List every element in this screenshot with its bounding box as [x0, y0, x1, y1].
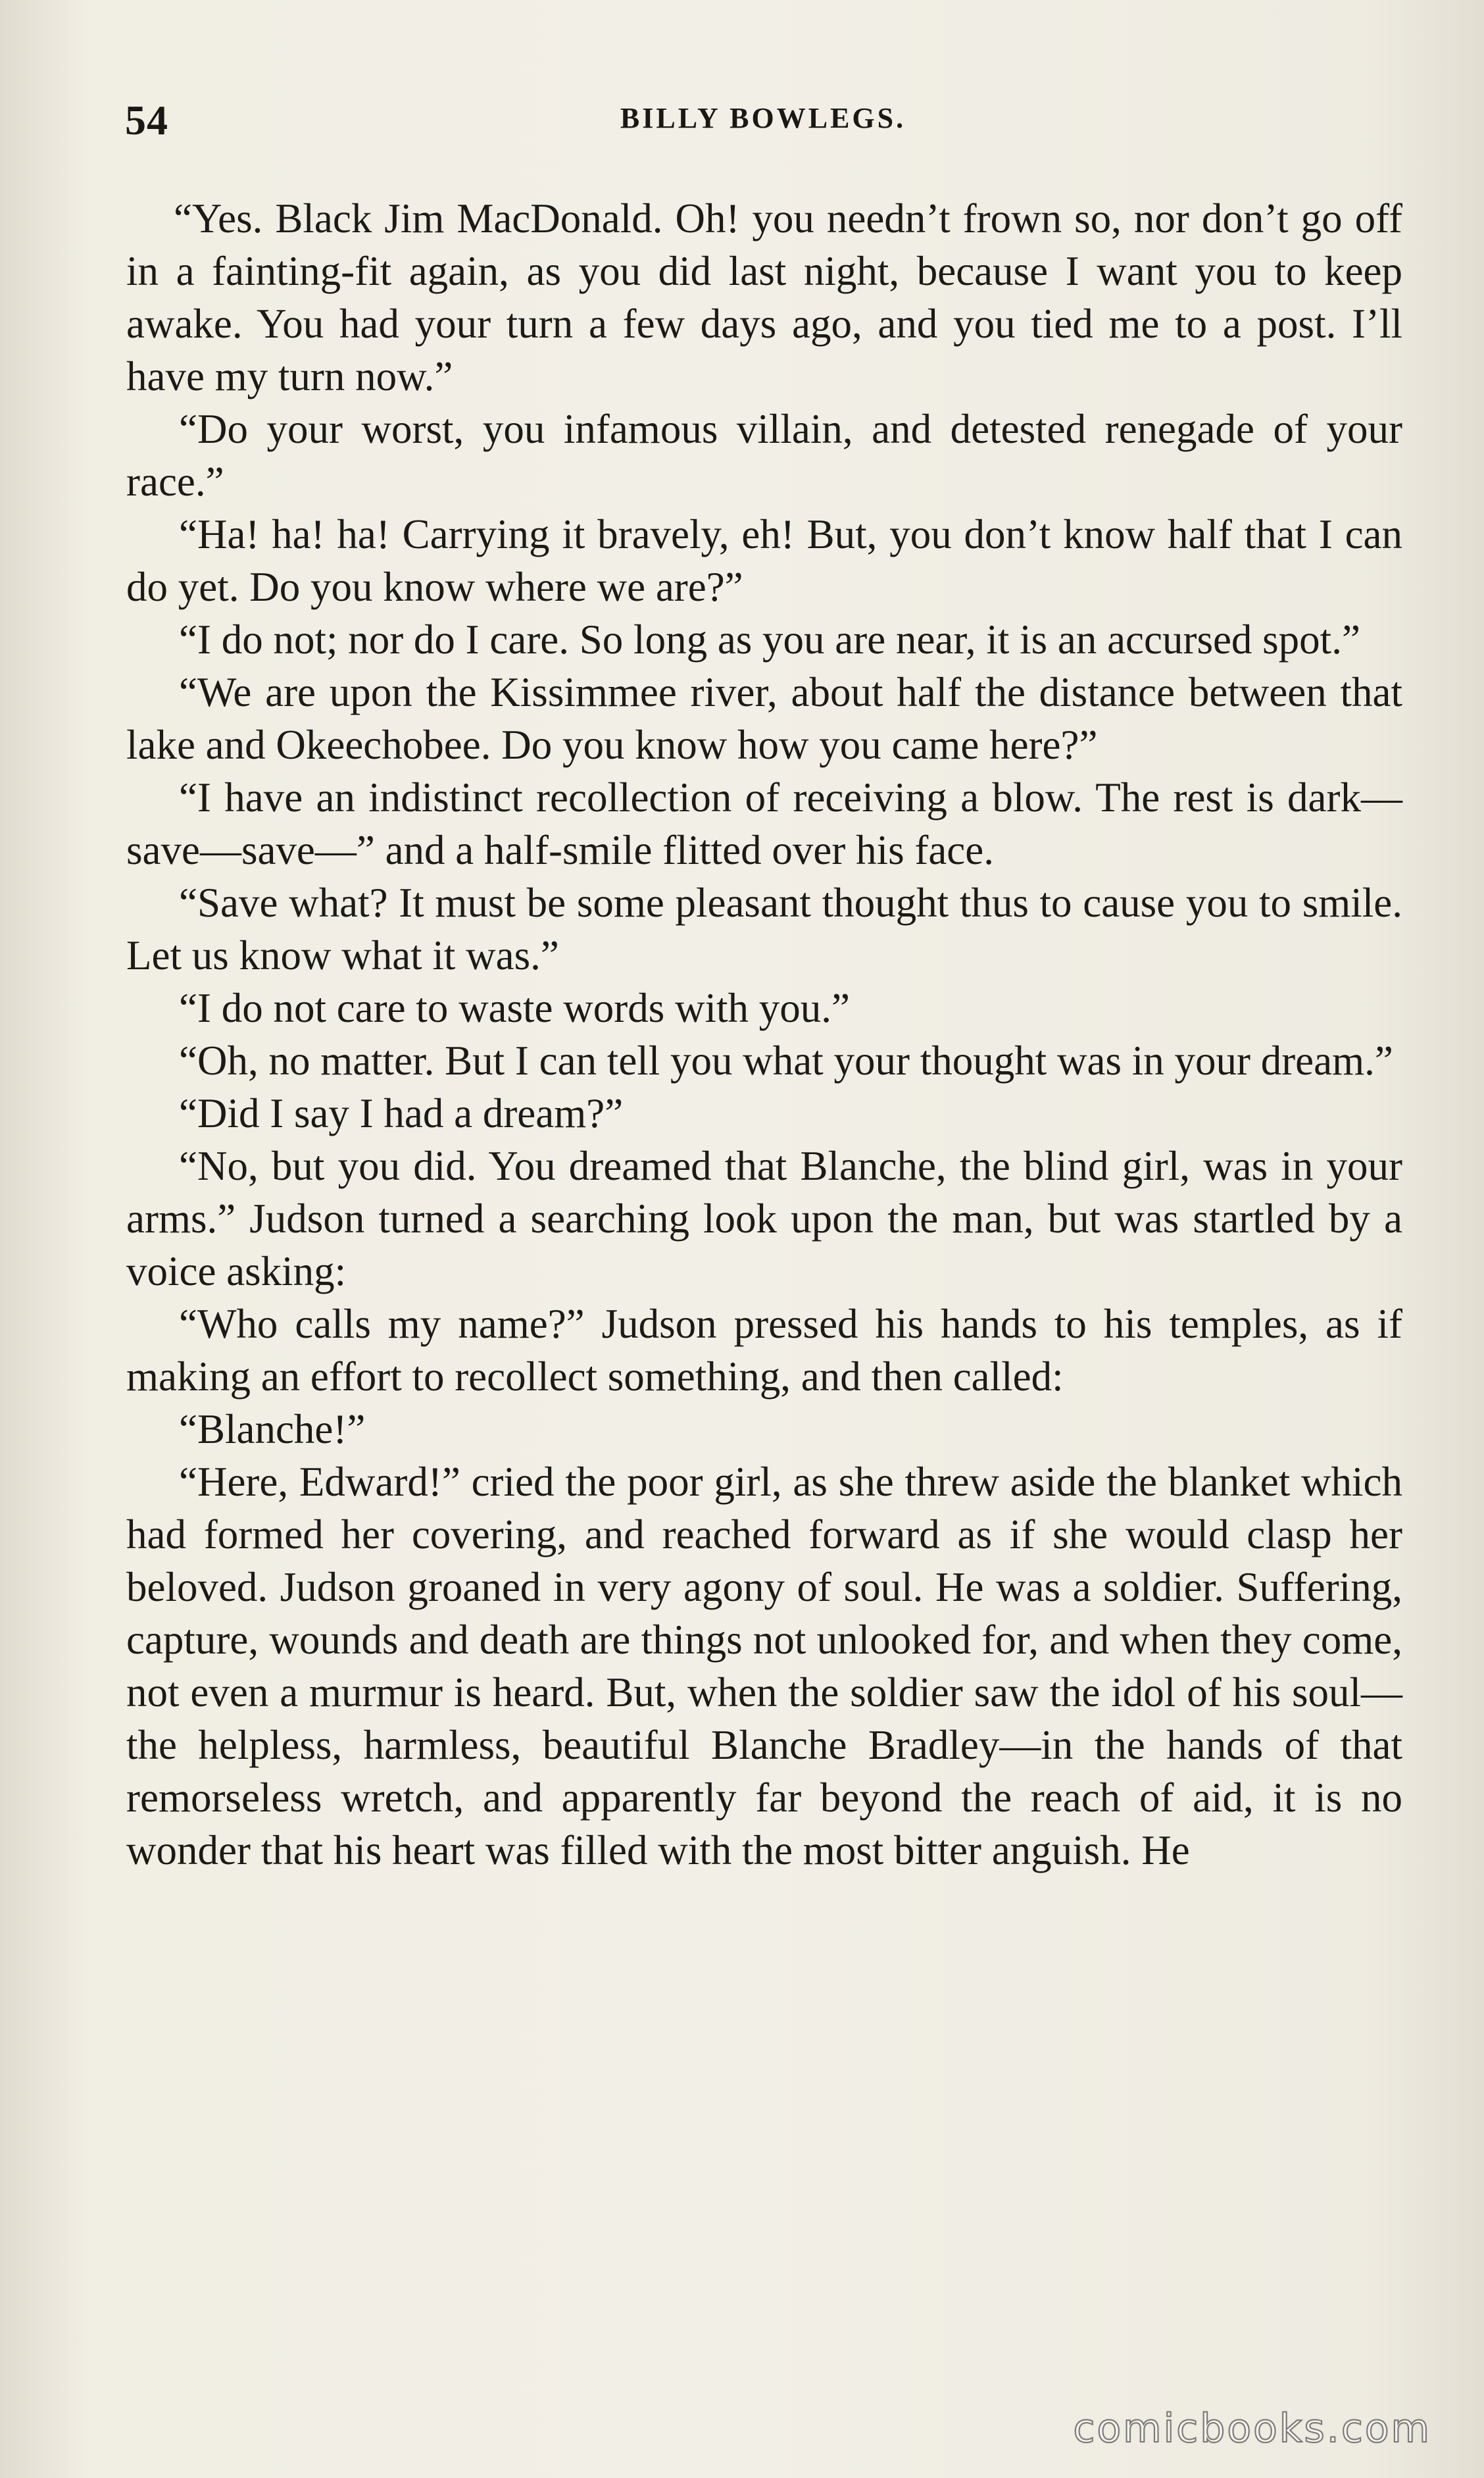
- page-number: 54: [125, 97, 168, 143]
- paragraph: “No, but you did. You dreamed that Blanche, the blind girl, was in your arms.” Judson turned a searching look upon the man, but was startled by a voice asking:: [126, 1143, 1402, 1294]
- paragraph: “Here, Edward!” cried the poor girl, as she threw aside the blanket which had formed her covering, and reached forward as if she would clasp her beloved. Judson groaned in very agony of soul. He was a soldier. Suffering, capture, wounds and death are things not unlooked for, and when they come, not even a murmur is heard. But, when the soldier saw the idol of his soul—the helpless, harmless, beautiful Blanche Bradley—in the hands of that remorseless wretch, and apparently far beyond the reach of aid, it is no wonder that his heart was filled with the most bitter anguish. He: [126, 1459, 1402, 1873]
- paragraph: “Yes. Black Jim MacDonald. Oh! you needn’t frown so, nor don’t go off in a fainting-fit again, as you did last night, because I want you to keep awake. You had your turn a few days ago, and you tied me to a post. I’ll have my turn now.”: [126, 195, 1402, 399]
- page-header: [125, 96, 1401, 149]
- body-text: [126, 192, 1402, 1877]
- paragraph: “I do not; nor do I care. So long as you are near, it is an accursed spot.”: [179, 617, 1360, 663]
- paragraph: “Do your worst, you infamous villain, and detested renegade of your race.”: [126, 406, 1402, 505]
- paragraph: “We are upon the Kissimmee river, about half the distance between that lake and Okeechobee. Do you know how you came here?”: [126, 669, 1402, 768]
- running-title: BILLY BOWLEGS.: [620, 102, 906, 134]
- paragraph: “Oh, no matter. But I can tell you what your thought was in your dream.”: [179, 1038, 1393, 1084]
- paragraph: “I do not care to waste words with you.”: [179, 985, 850, 1031]
- paragraph: “Ha! ha! ha! Carrying it bravely, eh! But, you don’t know half that I can do yet. Do you know where we are?”: [126, 511, 1402, 610]
- paragraph: “Blanche!”: [179, 1406, 366, 1452]
- paragraph: “Save what? It must be some pleasant thought thus to cause you to smile. Let us know what it was.”: [126, 880, 1402, 978]
- paragraph: “Who calls my name?” Judson pressed his hands to his temples, as if making an effort to recollect something, and then called:: [126, 1301, 1402, 1400]
- watermark: comicbooks.com: [1073, 2406, 1431, 2452]
- paragraph: “I have an indistinct recollection of receiving a blow. The rest is dark—save—save—” and a half-smile flitted over his face.: [126, 774, 1402, 873]
- paragraph: “Did I say I had a dream?”: [179, 1090, 624, 1136]
